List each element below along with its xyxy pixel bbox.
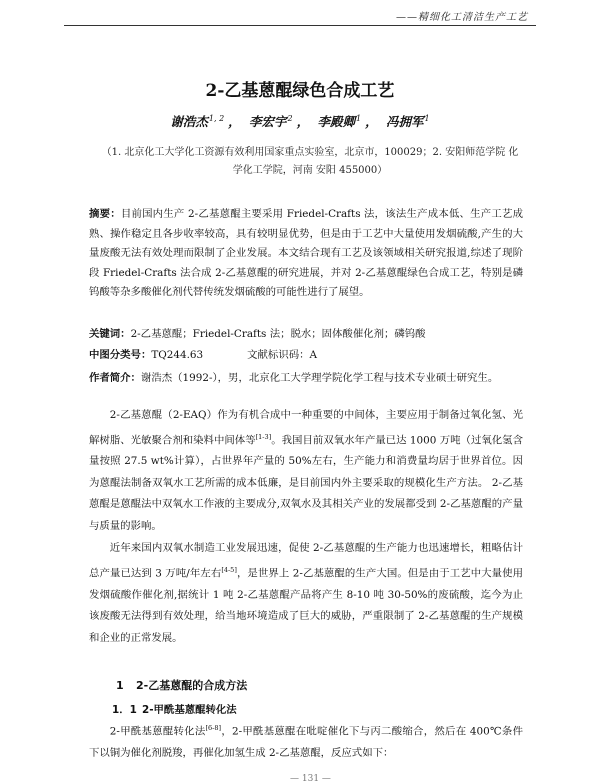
paragraph: 2-甲酰基蒽醌转化法[6-8]，2-甲酰基蒽醌在吡啶催化下与丙二酸缩合，然后在 400℃条件下以铜为催化剂脱羧，再催化加氢生成 2-乙基蒽醌，反应式如下：: [89, 724, 523, 759]
affiliation-line: 学化工学院，河南 安阳 455000）: [232, 165, 388, 176]
running-head: ——精细化工清洁生产工艺: [396, 12, 528, 23]
subsection-title: 2-甲酰基蒽醌转化法: [142, 704, 237, 716]
author-list: [0, 112, 600, 130]
section-title: 2-乙基蒽醌的合成方法: [136, 679, 248, 692]
section-heading: [116, 677, 247, 693]
author-affiliation-mark: 1, 2: [208, 113, 225, 123]
abstract-label: 摘要：: [89, 208, 121, 220]
author-name: 谢浩杰: [170, 114, 208, 129]
body-text: [89, 405, 523, 650]
section-number: 1: [116, 679, 124, 692]
author-separator: ，: [228, 114, 241, 129]
author-bio-text: 谢浩杰（1992-），男，北京化工大学理学院化学工程与技术专业硕士研究生。: [140, 372, 499, 384]
author-name: 冯拥军: [386, 114, 424, 129]
author-bio: [89, 371, 523, 385]
affiliation: [100, 144, 520, 180]
classification-value: TQ244.63: [151, 349, 204, 361]
author-name: 李宏宇: [249, 114, 287, 129]
classification-label: 中图分类号：: [89, 349, 152, 361]
author-affiliation-mark: 1: [424, 113, 430, 123]
paragraph: 2-乙基蒽醌（2-EAQ）作为有机合成中一种重要的中间体，主要应用于制备过氧化氢、光解树脂、光敏聚合剂和染料中间体等[1-3]。我国目前双氧水年产量已达 1000 万吨（过氧化氢含量按照 27.5 wt%计算），占世界年产量的 50%左右，生产能力和消费量均居于世界首位。因为蒽醌法制备双氧水工艺所需的成本低廉，是目前国内外主要采取的规模化生产方法。 2-乙基蒽醌是蒽醌法中双氧水工作液的主要成分,双氧水及其相关产业的发展都受到 2-乙基蒽醌的产量与质量的影响。: [89, 409, 523, 532]
keywords-label: 关键词：: [89, 328, 131, 340]
abstract-text: 目前国内生产 2-乙基蒽醌主要采用 Friedel-Crafts 法，该法生产成本低、生产工艺成熟、操作稳定且各步收率较高，具有较明显优势，但是由于工艺中大量使用发烟硫酸,产生的大量废酸无法有效处理而限制了企业发展。本文结合现有工艺及该领域相关研究报道,综述了现阶段 Friedel-Crafts 法合成 2-乙基蒽醌的研究进展，并对 2-乙基蒽醌绿色合成工艺，特别是磷钨酸等杂多酸催化剂代替传统发烟硫酸的可能性进行了展望。: [89, 208, 524, 299]
document-code-value: A: [309, 349, 318, 361]
subsection-heading: [112, 701, 237, 716]
keywords: [89, 327, 523, 341]
citation: [6-8]: [205, 724, 222, 732]
author-affiliation-mark: 1: [356, 113, 362, 123]
keywords-text: 2-乙基蒽醌；Friedel-Crafts 法；脱水；固体酸催化剂；磷钨酸: [130, 328, 426, 340]
classification: [89, 348, 523, 362]
page-number: — 131 —: [290, 774, 331, 781]
subsection-number: 1．1: [112, 704, 137, 716]
paragraph: 近年来国内双氧水制造工业发展迅速，促使 2-乙基蒽醌的生产能力也迅速增长，粗略估计总产量已达到 3 万吨/年左右[4-5]，是世界上 2-乙基蒽醌的生产大国。但是由于工艺中大量使用发烟硫酸作催化剂,据统计 1 吨 2-乙基蒽醌产品将产生 8-10 吨 30-50%的废硫酸，迄今为止该废酸无法得到有效处理，给当地环境造成了巨大的威胁，严重限制了 2-乙基蒽醌的生产规模和企业的正常发展。: [89, 542, 524, 644]
citation: [1-3]: [255, 432, 272, 441]
document-code-label: 文献标识码：: [247, 349, 310, 361]
affiliation-line: （1. 北京化工大学化工资源有效利用国家重点实验室，北京市，100029；2. 安阳师范学院 化: [101, 147, 519, 158]
citation: [4-5]: [221, 565, 237, 574]
header-rule: [64, 25, 536, 26]
paper-title: 2-乙基蒽醌绿色合成工艺: [205, 81, 395, 101]
author-separator: ，: [296, 114, 310, 129]
body-text-continued: [89, 718, 523, 764]
abstract: [89, 205, 523, 303]
author-affiliation-mark: 2: [287, 113, 293, 123]
author-separator: ，: [365, 114, 378, 129]
author-bio-label: 作者简介：: [89, 372, 141, 384]
author-name: 李殿卿: [317, 114, 356, 129]
